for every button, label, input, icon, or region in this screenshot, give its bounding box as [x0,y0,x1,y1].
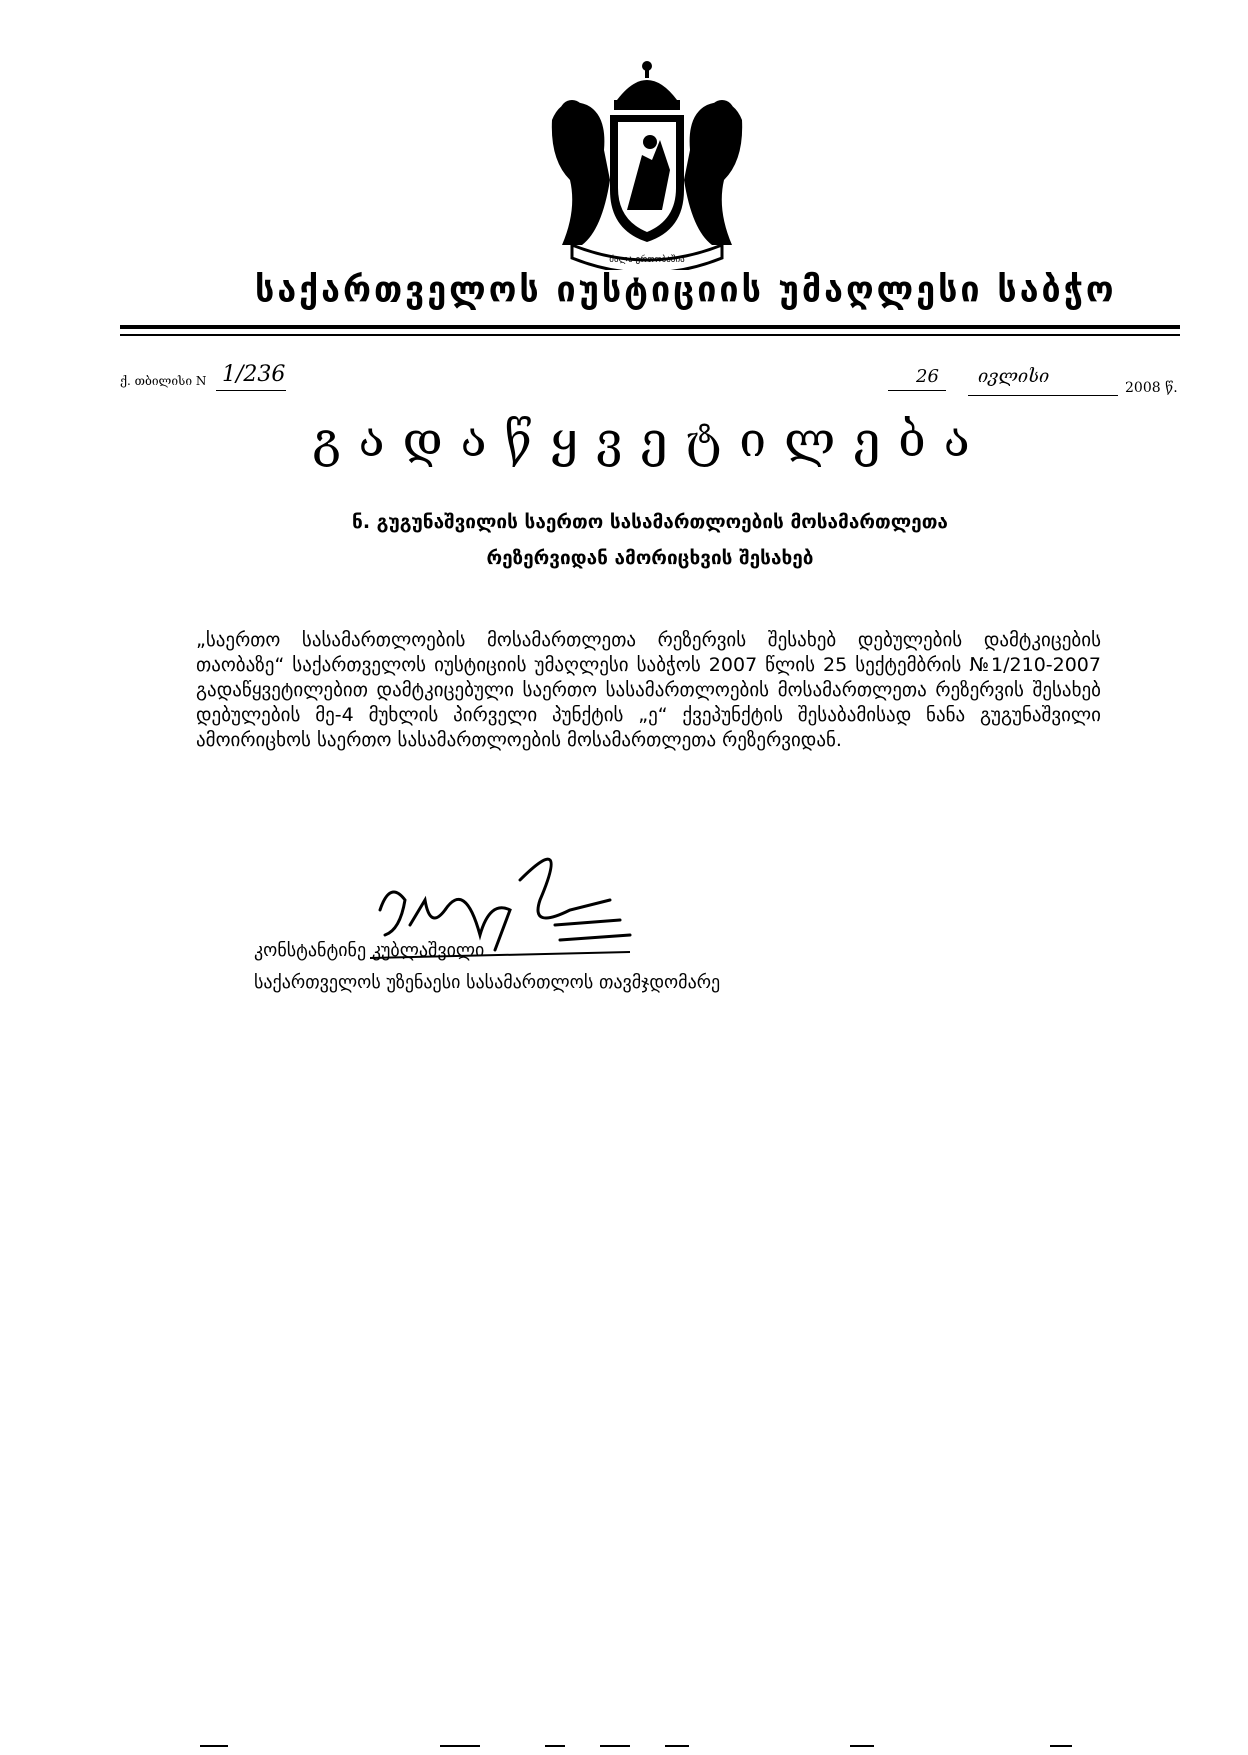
coat-of-arms-emblem [532,60,762,270]
date-day: 26 [916,366,939,387]
scan-mark [600,1745,630,1747]
shield-icon [610,115,684,242]
organization-title: საქართველოს იუსტიციის უმაღლესი საბჭო [255,269,1117,311]
motto-ribbon [572,245,722,270]
subject-line-1: ნ. გუგუნაშვილის საერთო სასამართლოების მოსამართლეთა [352,511,948,533]
header-rule-thick [120,325,1180,329]
signer-title: საქართველოს უზენაესი სასამართლოს თავმჯდომარე [254,972,721,993]
doc-number: 1/236 [222,362,286,387]
scan-mark [850,1745,874,1747]
scan-mark [1050,1745,1072,1747]
crown-icon [614,61,680,110]
document-title: გადაწყვეტილება [312,412,988,468]
date-month: ივლისი [978,366,1050,387]
date-month-underline [968,395,1118,396]
subject-line-2: რეზერვიდან ამორიცხვის შესახებ [486,547,814,569]
date-year: 2008 წ. [1125,380,1178,396]
date-day-underline [888,390,946,391]
signer-name: კონსტანტინე კუბლაშვილი [254,940,485,961]
scan-mark [440,1745,480,1747]
scan-mark [200,1745,228,1747]
scan-mark [665,1745,689,1747]
left-lion-icon [552,100,610,245]
motto-text: ძალა ერთობაშია [609,255,685,265]
right-lion-icon [684,100,742,245]
document-subject [260,504,1040,576]
scan-mark [545,1745,565,1747]
doc-number-underline [216,390,286,391]
document-body: „საერთო სასამართლოების მოსამართლეთა რეზერვის შესახებ დებულების დამტკიცების თაობაზე“ საქართველოს იუსტიციის უმაღლესი საბჭოს 2007 წლის 25 სექტემბრის №1/210-2007 გადაწყვეტილებით დამტკიცებული საერთო სასამართლოების მოსამართლეთა რეზერვის შესახებ დებულების მე-4 მუხლის პირველი პუნქტის „ე“ ქვეპუნქტის შესაბამისად ნანა გუგუნაშვილი ამოირიცხოს საერთო სასამართლოების მოსამართლეთა რეზერვიდან. [196,629,1101,751]
doc-number-label: ქ. თბილისი N [120,374,207,388]
header-rule-thin [120,334,1180,336]
